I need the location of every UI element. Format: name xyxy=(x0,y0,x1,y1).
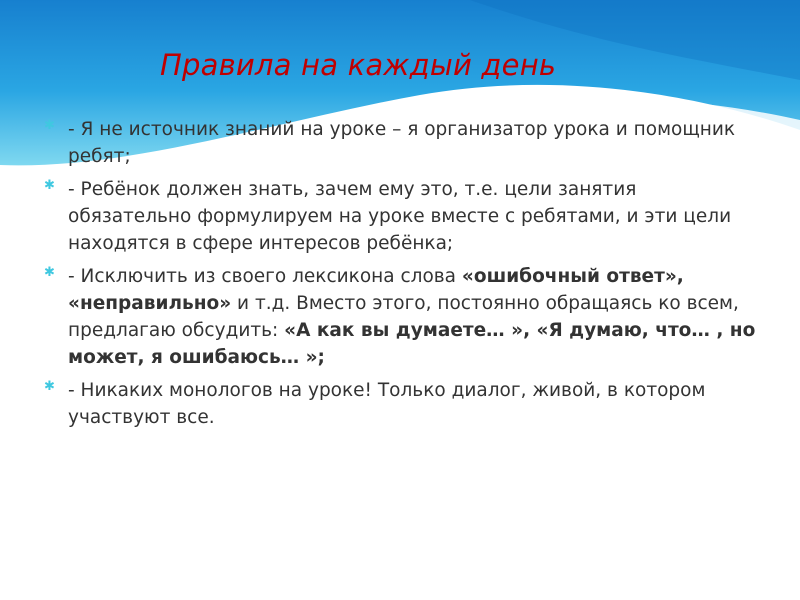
list-item xyxy=(42,263,757,371)
list-item xyxy=(42,377,757,431)
snowflake-icon: ✱ xyxy=(44,265,55,280)
list-item xyxy=(42,176,757,257)
list-item xyxy=(42,116,757,170)
item-text: - Я не источник знаний на уроке – я организатор урока и помощник ребят; xyxy=(68,119,736,167)
rules-list xyxy=(42,116,757,437)
item-bold-text: «ошибочный ответ», «неправильно» xyxy=(68,266,684,314)
snowflake-icon: ✱ xyxy=(44,178,55,193)
item-bold-text: «А как вы думаете… », «Я думаю, что… , но может, я ошибаюсь… »; xyxy=(68,320,756,368)
snowflake-icon: ✱ xyxy=(44,118,55,133)
slide-title: Правила на каждый день xyxy=(160,48,557,82)
item-text: - Ребёнок должен знать, зачем ему это, т.е. цели занятия обязательно формулируем на уроке вместе с ребятами, и эти цели находятся в сфере интересов ребёнка; xyxy=(68,179,732,254)
item-text: - Никаких монологов на уроке! Только диалог, живой, в котором участвуют все. xyxy=(68,380,706,428)
item-text: - Исключить из своего лексикона слова xyxy=(68,266,462,287)
item-text: и т.д. Вместо этого, постоянно обращаясь ко всем, предлагаю обсудить: xyxy=(68,293,739,341)
snowflake-icon: ✱ xyxy=(44,379,55,394)
